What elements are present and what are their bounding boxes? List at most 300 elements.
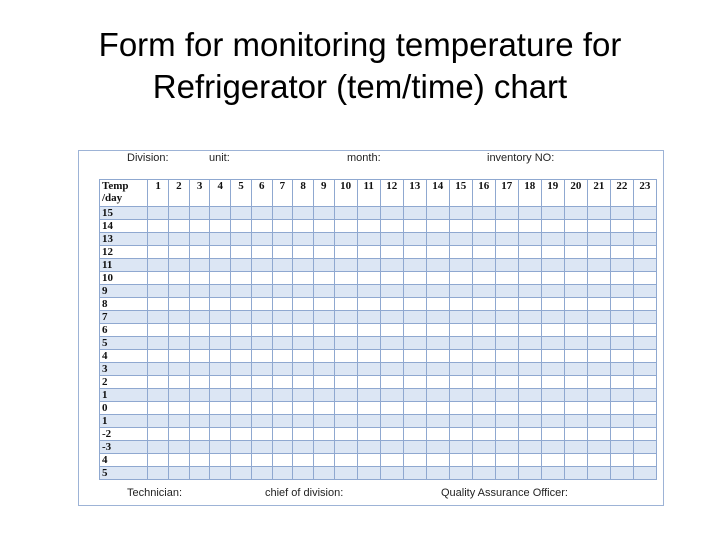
- entry-cell[interactable]: [587, 415, 610, 428]
- entry-cell[interactable]: [518, 272, 541, 285]
- entry-cell[interactable]: [610, 389, 633, 402]
- entry-cell[interactable]: [564, 298, 587, 311]
- entry-cell[interactable]: [449, 389, 472, 402]
- entry-cell[interactable]: [189, 285, 210, 298]
- entry-cell[interactable]: [472, 441, 495, 454]
- entry-cell[interactable]: [380, 441, 403, 454]
- entry-cell[interactable]: [403, 285, 426, 298]
- entry-cell[interactable]: [251, 285, 272, 298]
- entry-cell[interactable]: [541, 220, 564, 233]
- entry-cell[interactable]: [495, 402, 518, 415]
- entry-cell[interactable]: [357, 272, 380, 285]
- entry-cell[interactable]: [564, 272, 587, 285]
- entry-cell[interactable]: [293, 428, 314, 441]
- entry-cell[interactable]: [495, 233, 518, 246]
- entry-cell[interactable]: [380, 324, 403, 337]
- entry-cell[interactable]: [334, 428, 357, 441]
- entry-cell[interactable]: [231, 285, 252, 298]
- entry-cell[interactable]: [472, 415, 495, 428]
- entry-cell[interactable]: [403, 350, 426, 363]
- entry-cell[interactable]: [231, 402, 252, 415]
- entry-cell[interactable]: [313, 363, 334, 376]
- entry-cell[interactable]: [518, 389, 541, 402]
- entry-cell[interactable]: [495, 285, 518, 298]
- entry-cell[interactable]: [541, 402, 564, 415]
- entry-cell[interactable]: [357, 233, 380, 246]
- entry-cell[interactable]: [380, 207, 403, 220]
- entry-cell[interactable]: [189, 376, 210, 389]
- entry-cell[interactable]: [251, 246, 272, 259]
- entry-cell[interactable]: [251, 415, 272, 428]
- entry-cell[interactable]: [564, 350, 587, 363]
- entry-cell[interactable]: [587, 311, 610, 324]
- entry-cell[interactable]: [231, 298, 252, 311]
- entry-cell[interactable]: [633, 337, 656, 350]
- entry-cell[interactable]: [272, 441, 293, 454]
- entry-cell[interactable]: [231, 259, 252, 272]
- entry-cell[interactable]: [334, 285, 357, 298]
- entry-cell[interactable]: [251, 363, 272, 376]
- entry-cell[interactable]: [403, 272, 426, 285]
- entry-cell[interactable]: [403, 298, 426, 311]
- entry-cell[interactable]: [334, 454, 357, 467]
- entry-cell[interactable]: [633, 272, 656, 285]
- entry-cell[interactable]: [541, 311, 564, 324]
- entry-cell[interactable]: [495, 376, 518, 389]
- entry-cell[interactable]: [357, 246, 380, 259]
- entry-cell[interactable]: [210, 441, 231, 454]
- entry-cell[interactable]: [610, 376, 633, 389]
- entry-cell[interactable]: [169, 441, 190, 454]
- entry-cell[interactable]: [449, 207, 472, 220]
- entry-cell[interactable]: [293, 415, 314, 428]
- entry-cell[interactable]: [380, 376, 403, 389]
- entry-cell[interactable]: [541, 389, 564, 402]
- entry-cell[interactable]: [495, 467, 518, 480]
- entry-cell[interactable]: [272, 246, 293, 259]
- entry-cell[interactable]: [293, 259, 314, 272]
- entry-cell[interactable]: [189, 272, 210, 285]
- entry-cell[interactable]: [610, 467, 633, 480]
- entry-cell[interactable]: [231, 363, 252, 376]
- entry-cell[interactable]: [210, 324, 231, 337]
- entry-cell[interactable]: [189, 415, 210, 428]
- entry-cell[interactable]: [495, 350, 518, 363]
- entry-cell[interactable]: [472, 233, 495, 246]
- entry-cell[interactable]: [169, 285, 190, 298]
- entry-cell[interactable]: [541, 428, 564, 441]
- entry-cell[interactable]: [587, 350, 610, 363]
- entry-cell[interactable]: [541, 207, 564, 220]
- entry-cell[interactable]: [518, 259, 541, 272]
- entry-cell[interactable]: [251, 441, 272, 454]
- entry-cell[interactable]: [449, 428, 472, 441]
- entry-cell[interactable]: [169, 467, 190, 480]
- entry-cell[interactable]: [564, 454, 587, 467]
- entry-cell[interactable]: [403, 441, 426, 454]
- entry-cell[interactable]: [169, 402, 190, 415]
- entry-cell[interactable]: [313, 428, 334, 441]
- entry-cell[interactable]: [169, 298, 190, 311]
- entry-cell[interactable]: [403, 220, 426, 233]
- entry-cell[interactable]: [293, 441, 314, 454]
- entry-cell[interactable]: [495, 389, 518, 402]
- entry-cell[interactable]: [313, 298, 334, 311]
- entry-cell[interactable]: [313, 376, 334, 389]
- entry-cell[interactable]: [403, 259, 426, 272]
- entry-cell[interactable]: [189, 467, 210, 480]
- entry-cell[interactable]: [633, 441, 656, 454]
- entry-cell[interactable]: [610, 220, 633, 233]
- entry-cell[interactable]: [231, 350, 252, 363]
- entry-cell[interactable]: [426, 389, 449, 402]
- entry-cell[interactable]: [251, 207, 272, 220]
- entry-cell[interactable]: [518, 363, 541, 376]
- entry-cell[interactable]: [210, 233, 231, 246]
- entry-cell[interactable]: [472, 207, 495, 220]
- entry-cell[interactable]: [587, 376, 610, 389]
- entry-cell[interactable]: [587, 324, 610, 337]
- entry-cell[interactable]: [587, 272, 610, 285]
- entry-cell[interactable]: [449, 441, 472, 454]
- entry-cell[interactable]: [357, 441, 380, 454]
- entry-cell[interactable]: [334, 363, 357, 376]
- entry-cell[interactable]: [472, 311, 495, 324]
- entry-cell[interactable]: [564, 389, 587, 402]
- entry-cell[interactable]: [633, 363, 656, 376]
- entry-cell[interactable]: [293, 337, 314, 350]
- entry-cell[interactable]: [334, 233, 357, 246]
- entry-cell[interactable]: [148, 337, 169, 350]
- entry-cell[interactable]: [587, 298, 610, 311]
- entry-cell[interactable]: [380, 337, 403, 350]
- entry-cell[interactable]: [189, 428, 210, 441]
- entry-cell[interactable]: [403, 246, 426, 259]
- entry-cell[interactable]: [189, 298, 210, 311]
- entry-cell[interactable]: [189, 350, 210, 363]
- entry-cell[interactable]: [357, 285, 380, 298]
- entry-cell[interactable]: [610, 402, 633, 415]
- entry-cell[interactable]: [357, 389, 380, 402]
- entry-cell[interactable]: [189, 454, 210, 467]
- entry-cell[interactable]: [169, 259, 190, 272]
- entry-cell[interactable]: [426, 376, 449, 389]
- entry-cell[interactable]: [148, 350, 169, 363]
- entry-cell[interactable]: [231, 220, 252, 233]
- entry-cell[interactable]: [633, 376, 656, 389]
- entry-cell[interactable]: [518, 467, 541, 480]
- entry-cell[interactable]: [380, 285, 403, 298]
- entry-cell[interactable]: [426, 428, 449, 441]
- entry-cell[interactable]: [313, 415, 334, 428]
- entry-cell[interactable]: [251, 220, 272, 233]
- entry-cell[interactable]: [357, 324, 380, 337]
- entry-cell[interactable]: [169, 207, 190, 220]
- entry-cell[interactable]: [633, 311, 656, 324]
- entry-cell[interactable]: [495, 259, 518, 272]
- entry-cell[interactable]: [449, 415, 472, 428]
- entry-cell[interactable]: [633, 415, 656, 428]
- entry-cell[interactable]: [633, 233, 656, 246]
- entry-cell[interactable]: [189, 259, 210, 272]
- entry-cell[interactable]: [357, 311, 380, 324]
- entry-cell[interactable]: [380, 233, 403, 246]
- entry-cell[interactable]: [210, 402, 231, 415]
- entry-cell[interactable]: [210, 259, 231, 272]
- entry-cell[interactable]: [357, 402, 380, 415]
- entry-cell[interactable]: [272, 415, 293, 428]
- entry-cell[interactable]: [426, 441, 449, 454]
- entry-cell[interactable]: [472, 389, 495, 402]
- entry-cell[interactable]: [541, 272, 564, 285]
- entry-cell[interactable]: [334, 272, 357, 285]
- entry-cell[interactable]: [293, 285, 314, 298]
- entry-cell[interactable]: [231, 415, 252, 428]
- entry-cell[interactable]: [518, 285, 541, 298]
- entry-cell[interactable]: [313, 467, 334, 480]
- entry-cell[interactable]: [472, 298, 495, 311]
- entry-cell[interactable]: [541, 454, 564, 467]
- entry-cell[interactable]: [272, 272, 293, 285]
- entry-cell[interactable]: [189, 233, 210, 246]
- entry-cell[interactable]: [633, 285, 656, 298]
- entry-cell[interactable]: [210, 467, 231, 480]
- entry-cell[interactable]: [357, 259, 380, 272]
- entry-cell[interactable]: [587, 467, 610, 480]
- entry-cell[interactable]: [610, 207, 633, 220]
- entry-cell[interactable]: [426, 311, 449, 324]
- entry-cell[interactable]: [272, 350, 293, 363]
- entry-cell[interactable]: [403, 207, 426, 220]
- entry-cell[interactable]: [541, 259, 564, 272]
- entry-cell[interactable]: [210, 389, 231, 402]
- entry-cell[interactable]: [426, 246, 449, 259]
- entry-cell[interactable]: [633, 428, 656, 441]
- entry-cell[interactable]: [293, 233, 314, 246]
- entry-cell[interactable]: [541, 324, 564, 337]
- entry-cell[interactable]: [587, 441, 610, 454]
- entry-cell[interactable]: [210, 363, 231, 376]
- entry-cell[interactable]: [449, 376, 472, 389]
- entry-cell[interactable]: [449, 363, 472, 376]
- entry-cell[interactable]: [518, 298, 541, 311]
- entry-cell[interactable]: [272, 428, 293, 441]
- entry-cell[interactable]: [313, 337, 334, 350]
- entry-cell[interactable]: [272, 259, 293, 272]
- entry-cell[interactable]: [189, 246, 210, 259]
- entry-cell[interactable]: [472, 259, 495, 272]
- entry-cell[interactable]: [541, 415, 564, 428]
- entry-cell[interactable]: [380, 311, 403, 324]
- entry-cell[interactable]: [449, 246, 472, 259]
- entry-cell[interactable]: [357, 298, 380, 311]
- entry-cell[interactable]: [633, 402, 656, 415]
- entry-cell[interactable]: [403, 454, 426, 467]
- entry-cell[interactable]: [293, 363, 314, 376]
- entry-cell[interactable]: [293, 376, 314, 389]
- entry-cell[interactable]: [189, 207, 210, 220]
- entry-cell[interactable]: [293, 298, 314, 311]
- entry-cell[interactable]: [334, 246, 357, 259]
- entry-cell[interactable]: [210, 246, 231, 259]
- entry-cell[interactable]: [587, 402, 610, 415]
- entry-cell[interactable]: [587, 389, 610, 402]
- entry-cell[interactable]: [610, 415, 633, 428]
- entry-cell[interactable]: [231, 246, 252, 259]
- entry-cell[interactable]: [313, 246, 334, 259]
- entry-cell[interactable]: [313, 389, 334, 402]
- entry-cell[interactable]: [610, 428, 633, 441]
- entry-cell[interactable]: [380, 428, 403, 441]
- entry-cell[interactable]: [449, 259, 472, 272]
- entry-cell[interactable]: [210, 311, 231, 324]
- entry-cell[interactable]: [231, 376, 252, 389]
- entry-cell[interactable]: [210, 350, 231, 363]
- entry-cell[interactable]: [189, 324, 210, 337]
- entry-cell[interactable]: [231, 441, 252, 454]
- entry-cell[interactable]: [357, 454, 380, 467]
- entry-cell[interactable]: [293, 454, 314, 467]
- entry-cell[interactable]: [449, 233, 472, 246]
- entry-cell[interactable]: [403, 311, 426, 324]
- entry-cell[interactable]: [313, 207, 334, 220]
- entry-cell[interactable]: [472, 454, 495, 467]
- entry-cell[interactable]: [148, 324, 169, 337]
- entry-cell[interactable]: [633, 454, 656, 467]
- entry-cell[interactable]: [169, 246, 190, 259]
- entry-cell[interactable]: [272, 467, 293, 480]
- entry-cell[interactable]: [518, 324, 541, 337]
- entry-cell[interactable]: [472, 337, 495, 350]
- entry-cell[interactable]: [251, 467, 272, 480]
- entry-cell[interactable]: [564, 246, 587, 259]
- entry-cell[interactable]: [313, 285, 334, 298]
- entry-cell[interactable]: [169, 389, 190, 402]
- entry-cell[interactable]: [251, 402, 272, 415]
- entry-cell[interactable]: [472, 363, 495, 376]
- entry-cell[interactable]: [169, 233, 190, 246]
- entry-cell[interactable]: [495, 272, 518, 285]
- entry-cell[interactable]: [518, 376, 541, 389]
- entry-cell[interactable]: [610, 311, 633, 324]
- entry-cell[interactable]: [633, 324, 656, 337]
- entry-cell[interactable]: [564, 233, 587, 246]
- entry-cell[interactable]: [449, 402, 472, 415]
- entry-cell[interactable]: [449, 298, 472, 311]
- entry-cell[interactable]: [610, 350, 633, 363]
- entry-cell[interactable]: [210, 272, 231, 285]
- entry-cell[interactable]: [610, 454, 633, 467]
- entry-cell[interactable]: [251, 454, 272, 467]
- entry-cell[interactable]: [564, 207, 587, 220]
- entry-cell[interactable]: [495, 311, 518, 324]
- entry-cell[interactable]: [272, 233, 293, 246]
- entry-cell[interactable]: [380, 363, 403, 376]
- entry-cell[interactable]: [357, 428, 380, 441]
- entry-cell[interactable]: [210, 220, 231, 233]
- entry-cell[interactable]: [472, 220, 495, 233]
- entry-cell[interactable]: [472, 376, 495, 389]
- entry-cell[interactable]: [518, 311, 541, 324]
- entry-cell[interactable]: [272, 311, 293, 324]
- entry-cell[interactable]: [210, 337, 231, 350]
- entry-cell[interactable]: [293, 324, 314, 337]
- entry-cell[interactable]: [633, 246, 656, 259]
- entry-cell[interactable]: [334, 350, 357, 363]
- entry-cell[interactable]: [169, 415, 190, 428]
- entry-cell[interactable]: [518, 207, 541, 220]
- entry-cell[interactable]: [251, 428, 272, 441]
- entry-cell[interactable]: [564, 337, 587, 350]
- entry-cell[interactable]: [313, 272, 334, 285]
- entry-cell[interactable]: [472, 285, 495, 298]
- entry-cell[interactable]: [272, 337, 293, 350]
- entry-cell[interactable]: [564, 402, 587, 415]
- entry-cell[interactable]: [334, 298, 357, 311]
- entry-cell[interactable]: [231, 389, 252, 402]
- entry-cell[interactable]: [189, 220, 210, 233]
- entry-cell[interactable]: [403, 324, 426, 337]
- entry-cell[interactable]: [610, 324, 633, 337]
- entry-cell[interactable]: [495, 441, 518, 454]
- entry-cell[interactable]: [495, 324, 518, 337]
- entry-cell[interactable]: [564, 363, 587, 376]
- entry-cell[interactable]: [472, 324, 495, 337]
- entry-cell[interactable]: [449, 337, 472, 350]
- entry-cell[interactable]: [633, 298, 656, 311]
- entry-cell[interactable]: [148, 220, 169, 233]
- entry-cell[interactable]: [251, 298, 272, 311]
- entry-cell[interactable]: [313, 259, 334, 272]
- entry-cell[interactable]: [518, 220, 541, 233]
- entry-cell[interactable]: [272, 207, 293, 220]
- entry-cell[interactable]: [495, 298, 518, 311]
- entry-cell[interactable]: [403, 376, 426, 389]
- entry-cell[interactable]: [587, 428, 610, 441]
- entry-cell[interactable]: [426, 337, 449, 350]
- entry-cell[interactable]: [541, 376, 564, 389]
- entry-cell[interactable]: [587, 337, 610, 350]
- entry-cell[interactable]: [564, 285, 587, 298]
- entry-cell[interactable]: [272, 363, 293, 376]
- entry-cell[interactable]: [272, 389, 293, 402]
- entry-cell[interactable]: [210, 285, 231, 298]
- entry-cell[interactable]: [189, 311, 210, 324]
- entry-cell[interactable]: [449, 324, 472, 337]
- entry-cell[interactable]: [564, 311, 587, 324]
- entry-cell[interactable]: [357, 350, 380, 363]
- entry-cell[interactable]: [403, 389, 426, 402]
- entry-cell[interactable]: [449, 285, 472, 298]
- entry-cell[interactable]: [426, 298, 449, 311]
- entry-cell[interactable]: [403, 233, 426, 246]
- entry-cell[interactable]: [293, 207, 314, 220]
- entry-cell[interactable]: [495, 246, 518, 259]
- entry-cell[interactable]: [189, 402, 210, 415]
- entry-cell[interactable]: [541, 233, 564, 246]
- entry-cell[interactable]: [210, 428, 231, 441]
- entry-cell[interactable]: [541, 467, 564, 480]
- entry-cell[interactable]: [541, 246, 564, 259]
- entry-cell[interactable]: [169, 350, 190, 363]
- entry-cell[interactable]: [148, 454, 169, 467]
- entry-cell[interactable]: [357, 337, 380, 350]
- entry-cell[interactable]: [148, 389, 169, 402]
- entry-cell[interactable]: [189, 441, 210, 454]
- entry-cell[interactable]: [334, 324, 357, 337]
- entry-cell[interactable]: [633, 220, 656, 233]
- entry-cell[interactable]: [251, 233, 272, 246]
